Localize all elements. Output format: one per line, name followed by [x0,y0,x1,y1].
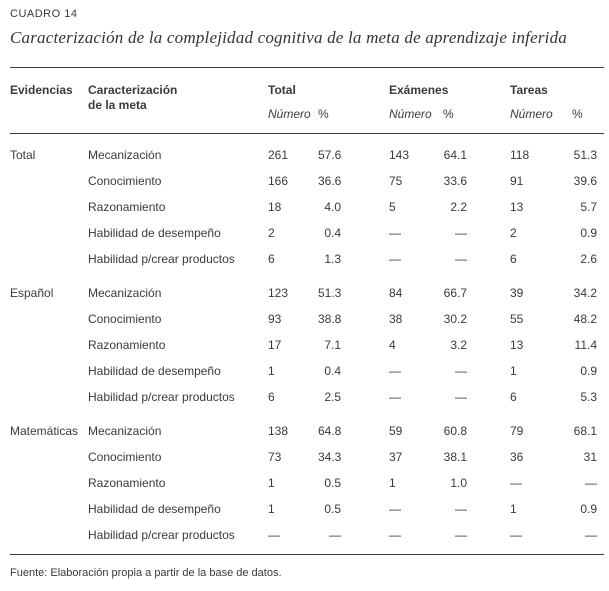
pct-cell: 1.0 [450,476,467,490]
source-note: Fuente: Elaboración propia a partir de la base de datos. [10,567,282,579]
pct-cell: 0.9 [580,502,597,516]
numero-cell: 1 [268,476,275,490]
meta-cell: Habilidad p/crear productos [88,528,235,542]
meta-cell: Habilidad de desempeño [88,226,221,240]
meta-cell: Razonamiento [88,476,166,490]
pct-cell: 57.6 [318,148,342,162]
header-pct-tareas: % [572,107,583,121]
pct-cell: 30.2 [443,312,467,326]
numero-cell: 18 [268,200,282,214]
numero-cell: 1 [389,476,396,490]
evidencia-cell [10,168,88,194]
pct-cell: 51.3 [318,286,342,300]
numero-cell: 1 [268,364,275,378]
numero-cell: 73 [268,450,282,464]
table-row [10,272,604,306]
numero-cell: 84 [389,286,403,300]
table-row [10,168,604,194]
evidencia-cell: Español [10,286,54,300]
evidencia-cell [10,358,88,384]
numero-cell: 6 [268,252,275,266]
numero-cell: — [389,390,401,404]
pct-cell: — [455,528,467,542]
pct-cell: 1.3 [324,252,341,266]
meta-cell: Habilidad p/crear productos [88,390,235,404]
numero-cell: 143 [389,148,410,162]
evidencia-cell [10,496,88,522]
numero-cell: 166 [268,174,289,188]
pct-cell: 48.2 [573,312,597,326]
evidencia-cell [10,522,88,555]
pct-cell: 5.3 [580,390,597,404]
header-numero-tareas: Número [510,107,553,121]
numero-cell: 6 [510,390,517,404]
pct-cell: 68.1 [573,424,597,438]
pct-cell: 7.1 [324,338,341,352]
numero-cell: 123 [268,286,289,300]
evidencia-cell [10,220,88,246]
pct-cell: — [455,364,467,378]
meta-cell: Conocimiento [88,174,162,188]
numero-cell: 17 [268,338,282,352]
pct-cell: 2.5 [324,390,341,404]
evidencia-cell [10,444,88,470]
evidencia-cell [10,246,88,272]
evidencia-cell [10,332,88,358]
numero-cell: 261 [268,148,289,162]
numero-cell: 93 [268,312,282,326]
table-row [10,220,604,246]
header-caracterizacion-line1: Caracterización [88,83,178,97]
numero-cell: 2 [510,226,517,240]
numero-cell: 5 [389,200,396,214]
numero-cell: — [510,476,522,490]
meta-cell: Conocimiento [88,450,162,464]
table-label: CUADRO 14 [10,8,78,20]
numero-cell: 6 [510,252,517,266]
pct-cell: 0.5 [324,476,341,490]
pct-cell: 60.8 [443,424,467,438]
pct-cell: 2.2 [450,200,467,214]
evidencia-cell: Matemáticas [10,424,79,438]
pct-cell: — [455,226,467,240]
numero-cell: — [389,502,401,516]
numero-cell: — [510,528,522,542]
pct-cell: 0.4 [324,226,341,240]
table-row [10,306,604,332]
header-group-total: Total [268,83,296,97]
pct-cell: 39.6 [573,174,597,188]
numero-cell: 118 [510,148,530,162]
numero-cell: 1 [510,502,517,516]
meta-cell: Habilidad de desempeño [88,364,221,378]
numero-cell: — [389,364,401,378]
table-row [10,384,604,410]
pct-cell: 66.7 [443,286,467,300]
numero-cell: 138 [268,424,289,438]
header-group-tareas: Tareas [510,83,548,97]
numero-cell: 4 [389,338,396,352]
table-row [10,246,604,272]
table-row [10,522,604,555]
meta-cell: Mecanización [88,286,162,300]
meta-cell: Razonamiento [88,338,166,352]
meta-cell: Mecanización [88,424,162,438]
table-row [10,134,604,169]
pct-cell: 36.6 [318,174,342,188]
numero-cell: — [389,252,401,266]
pct-cell: 64.1 [443,148,467,162]
pct-cell: 4.0 [324,200,341,214]
numero-cell: 1 [510,364,517,378]
header-numero-total: Número [268,107,311,121]
pct-cell: 11.4 [574,338,597,352]
data-table [10,67,604,555]
numero-cell: 36 [510,450,524,464]
pct-cell: — [329,528,341,542]
meta-cell: Habilidad de desempeño [88,502,221,516]
table-row [10,194,604,220]
numero-cell: 1 [268,502,275,516]
header-pct-total: % [318,107,329,121]
meta-cell: Razonamiento [88,200,166,214]
numero-cell: 2 [268,226,275,240]
evidencia-cell [10,470,88,496]
pct-cell: — [455,502,467,516]
table-row [10,358,604,384]
header-group-examenes: Exámenes [389,83,449,97]
numero-cell: 37 [389,450,403,464]
numero-cell: 13 [510,338,524,352]
meta-cell: Habilidad p/crear productos [88,252,235,266]
pct-cell: — [455,390,467,404]
numero-cell: — [268,528,280,542]
evidencia-cell [10,194,88,220]
table-row [10,470,604,496]
table-row [10,410,604,444]
pct-cell: 31 [583,450,597,464]
evidencia-cell [10,306,88,332]
pct-cell: 38.8 [318,312,342,326]
pct-cell: — [585,528,597,542]
numero-cell: 39 [510,286,524,300]
pct-cell: 0.4 [324,364,341,378]
meta-cell: Conocimiento [88,312,162,326]
pct-cell: 34.3 [318,450,342,464]
meta-cell: Mecanización [88,148,162,162]
header-evidencias: Evidencias [10,83,73,97]
evidencia-cell: Total [10,148,36,162]
numero-cell: 6 [268,390,275,404]
table-row [10,444,604,470]
pct-cell: — [455,252,467,266]
header-numero-examenes: Número [389,107,432,121]
pct-cell: 0.5 [324,502,341,516]
header-caracterizacion-line2: de la meta [88,98,147,112]
numero-cell: 75 [389,174,403,188]
pct-cell: 3.2 [450,338,467,352]
pct-cell: — [585,476,597,490]
evidencia-cell [10,384,88,410]
pct-cell: 5.7 [580,200,597,214]
pct-cell: 2.6 [580,252,597,266]
numero-cell: — [389,528,401,542]
numero-cell: 13 [510,200,524,214]
numero-cell: 91 [510,174,524,188]
numero-cell: — [389,226,401,240]
header-caracterizacion [88,68,268,134]
numero-cell: 79 [510,424,524,438]
table-title: Caracterización de la complejidad cognitiva de la meta de aprendizaje inferida [10,28,567,47]
table-row [10,332,604,358]
pct-cell: 64.8 [318,424,342,438]
pct-cell: 38.1 [443,450,467,464]
pct-cell: 34.2 [573,286,597,300]
pct-cell: 0.9 [580,364,597,378]
pct-cell: 51.3 [573,148,597,162]
numero-cell: 59 [389,424,403,438]
numero-cell: 38 [389,312,403,326]
pct-cell: 0.9 [580,226,597,240]
table-row [10,496,604,522]
numero-cell: 55 [510,312,524,326]
pct-cell: 33.6 [443,174,467,188]
header-pct-examenes: % [443,107,454,121]
